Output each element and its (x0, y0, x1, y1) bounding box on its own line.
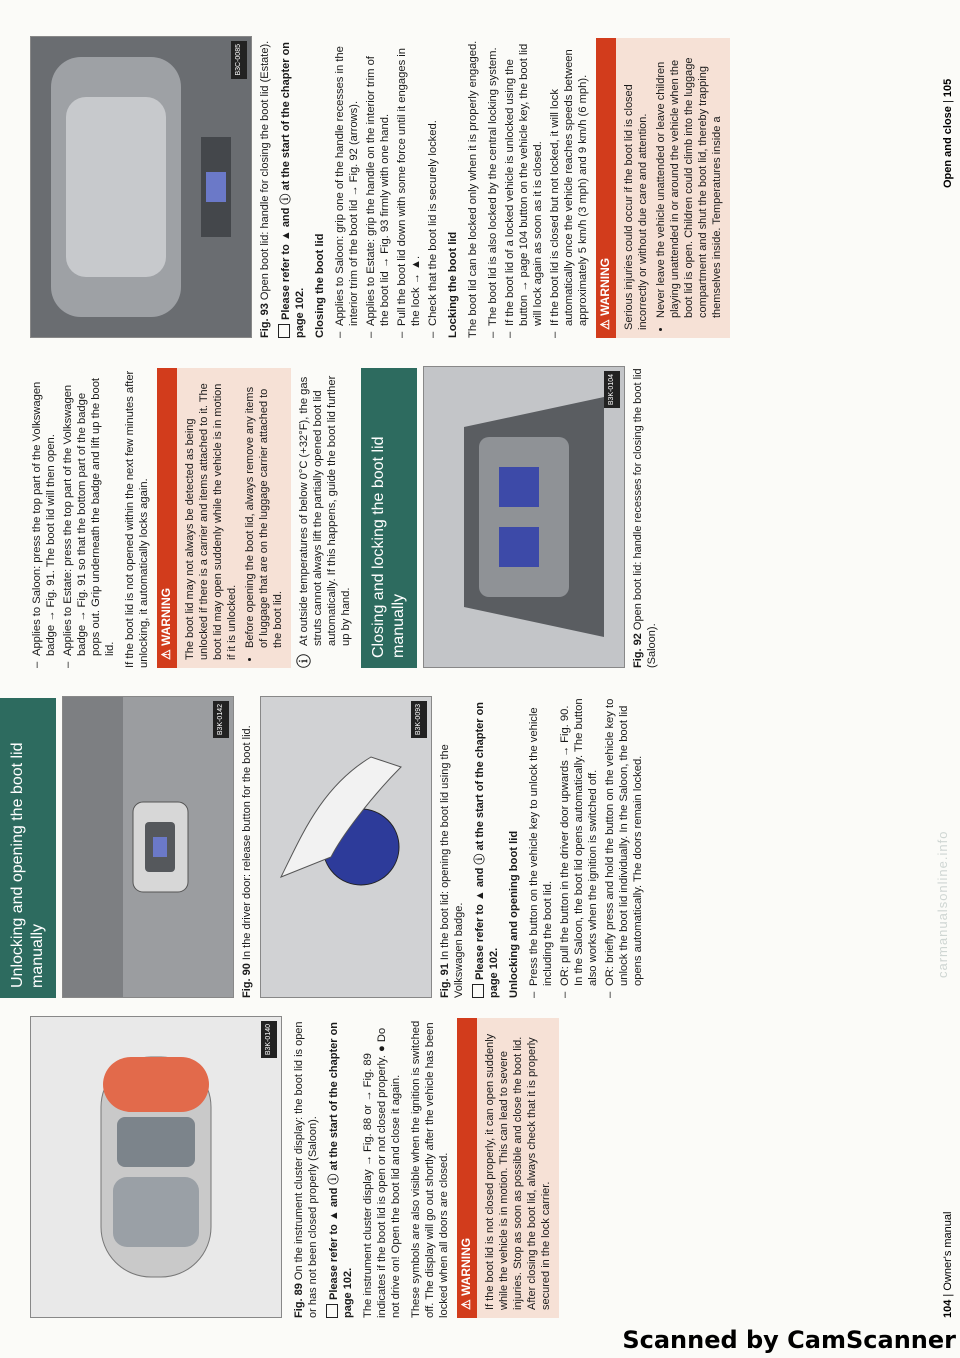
list-item: – If the boot lid is closed but not locked, it will lock automatically once the vehicle reaches speeds between approximately 5 km/h (3 mph) and 9 km/h (6 mph). (548, 38, 590, 338)
list-item: – Pull the boot lid down with some force until it engages in the lock → ▲. (395, 38, 423, 338)
estate-boot-illustration (31, 37, 251, 337)
fig-89-cluster-display (30, 1016, 282, 1318)
warning-text: If the boot lid is not closed properly, it can open suddenly while the vehicle is in motion. This can lead to severe injuries. Stop as soon as possible and close the boot lid. After closing the boot lid, always check that it is properly secured in the lock carrier. (484, 1033, 552, 1310)
warning-text: The boot lid may not always be detected as being unlocked if there is a carrier and items attached to it. The boot lid may open suddenly while the vehicle is in motion if it is unlocked. (184, 383, 238, 660)
column-3 (30, 368, 665, 668)
subheading: Locking the boot lid (447, 231, 459, 338)
warning-bullet: • Before opening the boot lid, always remove any items of luggage that are on the luggage carrier attached to the boot lid. (243, 376, 285, 648)
list-item: – OR: pull the button in the driver door upwards → Fig. 90. In the Saloon, the boot lid opens automatically. The button also works when the ignition is switched off. (558, 698, 600, 998)
figure-code: B3C-0085 (231, 41, 247, 79)
book-icon (326, 1304, 338, 1318)
fig-92-saloon-boot (423, 366, 625, 668)
column-2 (0, 698, 651, 998)
subheading: Closing the boot lid (314, 233, 326, 338)
figure-code: B3K-0140 (261, 1021, 277, 1058)
section-heading: Closing and locking the boot lid manually (361, 368, 417, 668)
car-topview-illustration (31, 1017, 281, 1317)
subheading: Unlocking and opening boot lid (508, 830, 520, 998)
caption-text: On the instrument cluster display: the boot lid is open or has not been closed properly (Saloon). (293, 1021, 319, 1318)
watermark: carmanualsonline.info (935, 830, 950, 978)
list-item: – Press the button on the vehicle key to unlock the vehicle including the boot lid. (527, 698, 555, 998)
list-item: – The boot lid is also locked by the central locking system. (486, 38, 500, 338)
warning-title: ⚠ WARNING (459, 1237, 473, 1310)
page-number: 104 (942, 1299, 954, 1318)
chapter-note: Please refer to ▲ and ⓘ at the start of the chapter on page 102. (328, 1021, 354, 1318)
paragraph: The boot lid can be locked only when it is properly engaged. (467, 40, 479, 338)
warning-box (457, 1018, 559, 1318)
badge-hand-illustration (261, 697, 431, 997)
instruction-list (333, 38, 440, 338)
figure-code: B3K-0104 (604, 371, 620, 408)
paragraph: The instrument cluster display → Fig. 88 or → Fig. 89 indicates if the boot lid is open or not closed properly. ● Do not drive on! Open the boot lid and close it again. (362, 1027, 402, 1318)
warning-box (596, 38, 730, 338)
footer-right: Open and close | 105 (942, 78, 954, 188)
list-item: – Check that the boot lid is securely locked. (426, 38, 440, 338)
page-number: 105 (942, 78, 954, 98)
paragraph: These symbols are also visible when the ignition is switched off. The display will go out shortly after the vehicle has been locked when all doors are closed. (410, 1020, 450, 1318)
fig-93-estate-boot (30, 36, 252, 338)
instruction-list (30, 368, 117, 668)
fig-92-caption: Fig. 92 Open boot lid: handle recesses for closing the boot lid (Saloon). (632, 368, 658, 668)
warning-box (157, 368, 291, 668)
list-item: – OR: briefly press and hold the button on the vehicle key to unlock the boot lid individually. In the Saloon, the boot lid opens automatically. The doors remain locked. (603, 698, 645, 998)
list-item: – Applies to Saloon: press the top part of the Volkswagen badge → Fig. 91. The boot lid will then open. (30, 368, 58, 668)
footer-label: Owner's manual (942, 1211, 954, 1291)
list-item: – If the boot lid of a locked vehicle is unlocked using the button → page 104 button on the vehicle key, the boot lid will lock again as soon as it is closed. (503, 38, 545, 338)
driver-door-illustration (63, 697, 233, 997)
instruction-list (527, 698, 645, 998)
info-note: ⓘ At outside temperatures of below 0°C (+32°F), the gas struts cannot always lift the partially opened boot lid automatically. If this happens, guide the boot lid further up by hand. (296, 375, 352, 668)
fig-91-caption: Fig. 91 In the boot lid: opening the boot lid using the Volkswagen badge. (439, 744, 465, 998)
fig-90-caption: Fig. 90 In the driver door: release button for the boot lid. (241, 725, 253, 998)
scanner-stamp: Scanned by CamScanner (622, 1326, 956, 1354)
chapter-note: Please refer to ▲ and ⓘ at the start of the chapter on page 102. (280, 41, 306, 338)
instruction-list (486, 38, 590, 338)
warning-title: ⚠ WARNING (159, 587, 173, 660)
warning-bullet: • Never leave the vehicle unattended or leave children playing unattended in or around the vehicle when the boot lid is open. Children could climb into the luggage compartment and shut the boot lid, thereby trapping themselves inside. Temperatures inside a (654, 46, 724, 318)
fig-93-caption: Fig. 93 Open boot lid: handle for closing the boot lid (Estate). (259, 40, 271, 338)
footer-label: Open and close (942, 106, 954, 188)
list-item: – Applies to Estate: press the top part of the Volkswagen badge → Fig. 91 so that the bottom part of the badge pops out. Grip underneath the badge and lift up the boot lid. (61, 368, 117, 668)
saloon-boot-illustration (424, 367, 624, 667)
warning-text: Serious injuries could occur if the boot lid is closed incorrectly or without due care and attention. (623, 84, 649, 330)
info-icon: ⓘ (296, 654, 312, 668)
section-heading: Unlocking and opening the boot lid manually (0, 698, 56, 998)
fig-89-caption (292, 1018, 320, 1318)
figure-code: B3K-0093 (411, 701, 427, 738)
fig-91-badge (260, 696, 432, 998)
book-icon (472, 984, 484, 998)
footer-left: 104 | Owner's manual (942, 1211, 954, 1318)
chapter-note: Please refer to ▲ and ⓘ at the start of the chapter on page 102. (474, 701, 500, 998)
figure-code: B3K-0142 (213, 701, 229, 738)
paragraph: If the boot lid is not opened within the next few minutes after unlocking, it automatically locks again. (124, 370, 150, 668)
list-item: – Applies to Estate: grip the handle on the interior trim of the boot lid → Fig. 93 firmly with one hand. (364, 38, 392, 338)
list-item: – Applies to Saloon: grip one of the handle recesses in the interior trim of the boot lid → Fig. 92 (arrows). (333, 38, 361, 338)
caption-number: Fig. 89 (293, 1283, 305, 1318)
column-1 (30, 1018, 565, 1318)
fig-90-driver-door (62, 696, 234, 998)
warning-title: ⚠ WARNING (598, 257, 612, 330)
book-icon (278, 324, 290, 338)
column-4 (30, 38, 736, 338)
